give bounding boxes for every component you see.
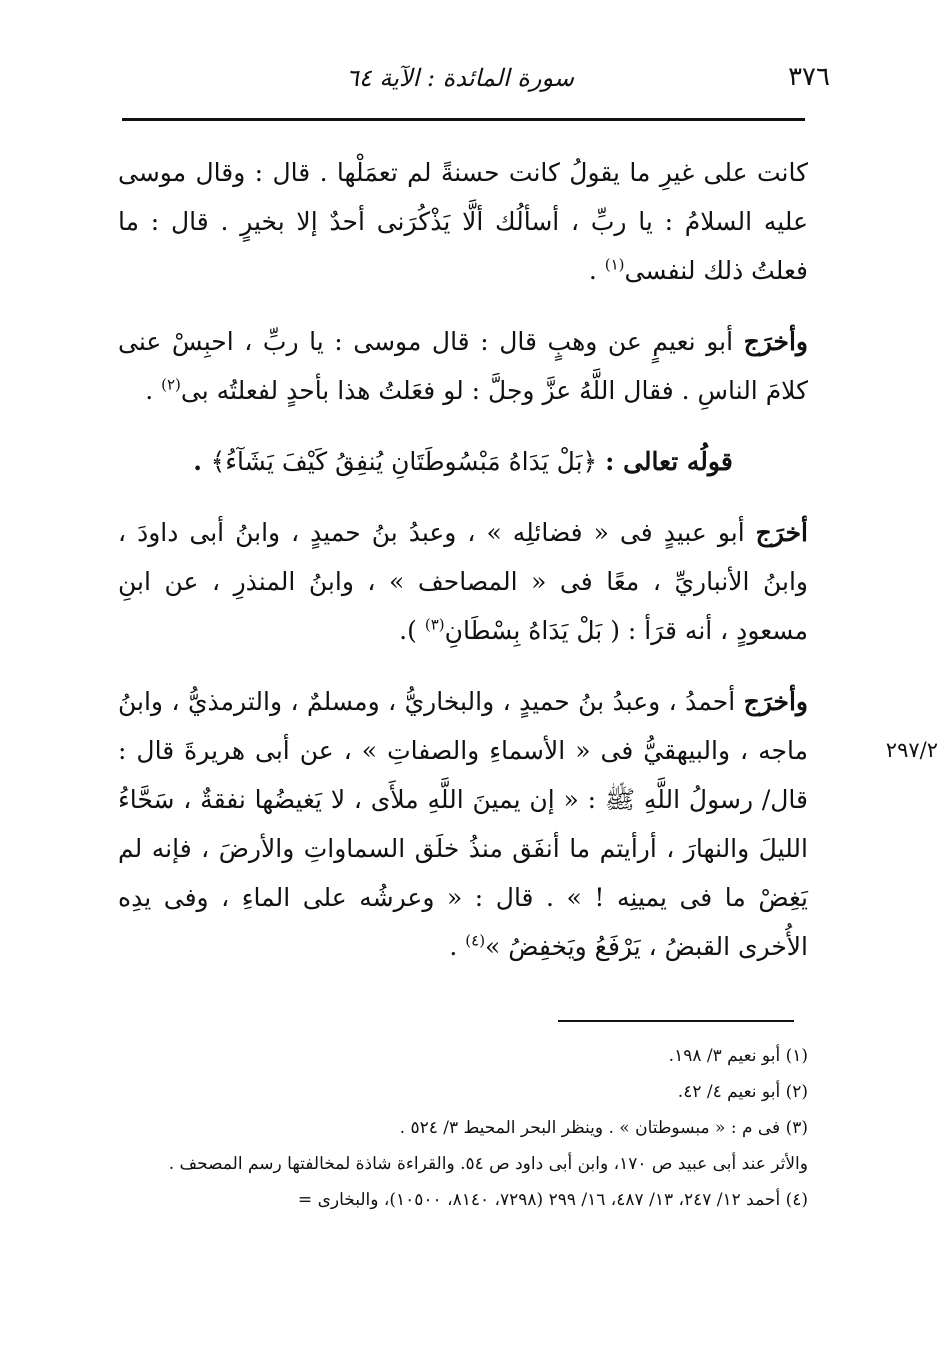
footnote-ref: (٤): [465, 931, 486, 950]
margin-reference: ٢٩٧/٢: [885, 738, 938, 762]
footnote: والأثر عند أبى عبيد ص ١٧٠، وابن أبى داود ص ٥٤. والقراءة شاذة لمخالفتها رسم المصحف .: [168, 1154, 808, 1174]
paragraph-end: .: [588, 256, 605, 285]
paragraph: [118, 148, 808, 295]
footnote-rule: [558, 1020, 794, 1022]
paragraph-end: ).: [399, 616, 425, 645]
paragraph-lead: وأخرَج: [743, 687, 808, 716]
paragraph-text: أحمدُ ، وعبدُ بنُ حميدٍ ، والبخاريُّ ، ومسلمٌ ، والترمذيُّ ، وابنُ ماجه ، والبيهقيُّ فى « الأسماءِ والصفاتِ » ، عن أبى هريرةَ قال : قال/ رسولُ اللَّهِ ﷺ : « إن يمينَ اللَّهِ ملأَى ، لا يَغيضُها نفقةٌ ، سَحَّاءُ الليلَ والنهارَ ، أرأيتم ما أنفَق منذُ خلَق السماواتِ والأرضَ ، فإنه لم يَغِضْ ما فى يمينِه ! » . قال : « وعرشُه على الماءِ ، وفى يدِه الأُخرى القبضُ ، يَرْفَعُ ويَخفِضُ »: [118, 687, 808, 961]
paragraph-end: .: [145, 376, 162, 405]
paragraph-text: كانت على غيرِ ما يقولُ كانت حسنةً لم تعمَلْها . قال : وقال موسى عليه السلامُ : يا ربِّ ، أسألُك ألَّا يَذْكُرَنى أحدٌ إلا بخيرٍ . قال : ما فعلتُ ذلك لنفسى: [118, 158, 808, 285]
page-number: ٣٧٦: [788, 62, 830, 92]
footnote-ref: (٣): [424, 615, 445, 634]
paragraph-text: أبو نعيمٍ عن وهبٍ قال : قال موسى : يا ربِّ ، احبِسْ عنى كلامَ الناسِ . فقال اللَّهُ عزَّ وجلَّ : لو فعَلتُ هذا بأحدٍ لفعلتُه بى: [118, 327, 808, 405]
paragraph-end: .: [449, 932, 466, 961]
paragraph: [118, 677, 808, 971]
footnote-ref: (١): [604, 255, 625, 274]
verse-heading: [118, 437, 808, 486]
paragraph-end: .: [193, 447, 211, 476]
footnotes: [118, 1038, 808, 1218]
paragraph-text: أبو عبيدٍ فى « فضائلِه » ، وعبدُ بنُ حميدٍ ، وابنُ أبى داودَ ، وابنُ الأنباريِّ ، معًا فى « المصاحف » ، وابنُ المنذرِ ، عن ابنِ مسعودٍ ، أنه قرَأ : ( بَلْ يَدَاهُ بِسْطَانِ: [118, 518, 808, 645]
header-rule: [122, 118, 805, 121]
footnote: (٣) فى م : « مبسوطتان » . وينظر البحر المحيط ٣/ ٥٢٤ .: [399, 1118, 808, 1138]
paragraph-lead: قولُه تعالى :: [605, 447, 733, 476]
footnote: (٤) أحمد ١٢/ ٢٤٧، ١٣/ ٤٨٧، ١٦/ ٢٩٩ (٧٢٩٨، ٨١٤٠، ١٠٥٠٠)، والبخارى =: [297, 1190, 808, 1210]
running-header: سورة المائدة : الآية ٦٤: [346, 64, 574, 92]
footnote: (١) أبو نعيم ٣/ ١٩٨.: [668, 1046, 808, 1066]
paragraph-lead: وأخرَج: [743, 327, 808, 356]
paragraph: [118, 317, 808, 415]
paragraph: [118, 508, 808, 655]
quran-verse: ﴿بَلْ يَدَاهُ مَبْسُوطَتَانِ يُنفِقُ كَيْفَ يَشَآءُ﴾: [210, 447, 606, 476]
footnote-ref: (٢): [161, 375, 181, 394]
footnote: (٢) أبو نعيم ٤/ ٤٢.: [677, 1082, 808, 1102]
body-text: [118, 148, 808, 993]
paragraph-lead: أخرَج: [755, 518, 808, 547]
